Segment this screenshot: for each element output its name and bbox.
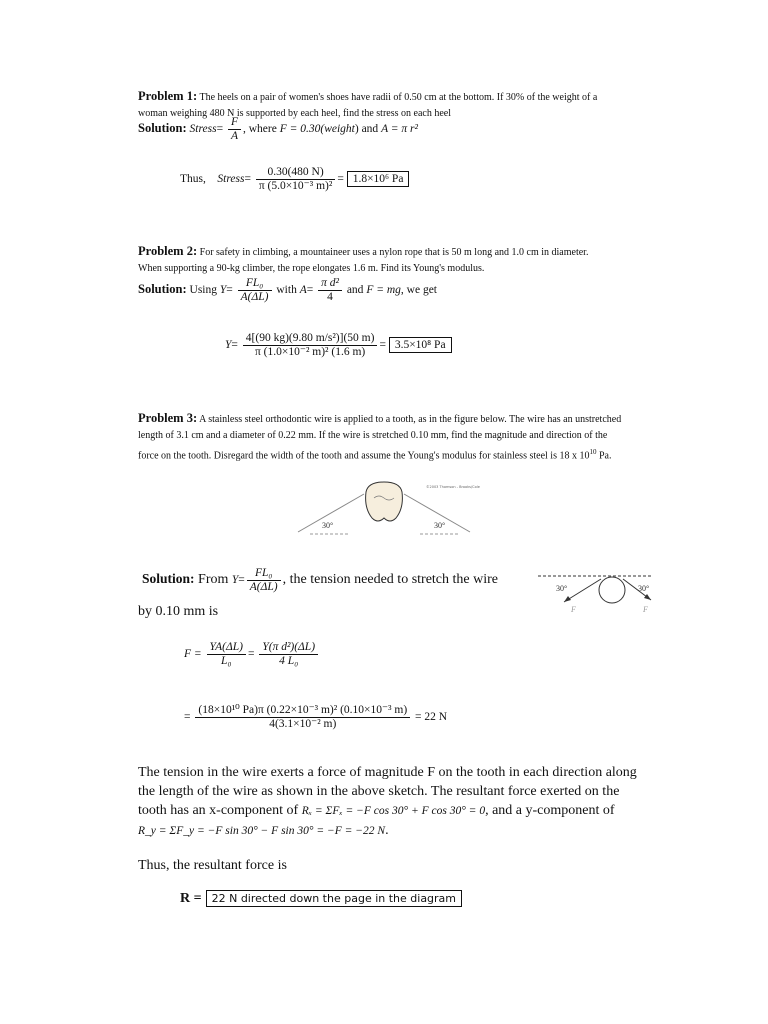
calc-fraction (243, 332, 378, 359)
result-box: 1.8×10⁶ Pa (347, 171, 410, 187)
sketch-angle-right: 30° (638, 584, 650, 593)
using-text: Using (189, 284, 217, 297)
fraction-denominator: 4 (327, 291, 333, 303)
we-get-text: , we get (400, 284, 437, 297)
problem-3-solution-line: Solution: From Y= $\frac{\text{FL₀}}{A(\Delta L)}$ , the tension needed to stretch the wire (142, 567, 498, 593)
thus-label: Thus, (180, 173, 206, 186)
paragraph-text-3: . (385, 823, 389, 838)
paragraph-text-1: The tension in the wire exerts a force of magnitude F on the tooth in each direction along the length of the wire as shown in the above sketch. The resultant force exerted on the tooth has an x-component of (138, 765, 637, 818)
fraction-numerator: FL₀ (238, 277, 272, 291)
young-symbol: Y (219, 284, 227, 297)
young-fraction (247, 567, 281, 594)
force-calculation: = $\frac{\text{(18×10¹⁰ Pa)π (0.22×10⁻³ m)² (0.10×10⁻³ m)}}{\text{4(3.1×10⁻² m)}}$ = 22 N (184, 704, 448, 730)
fraction-denominator: π (1.0×10⁻² m)² (1.6 m) (255, 346, 366, 358)
left-arrow-head (564, 596, 571, 602)
problem-1-text: The heels on a pair of women's shoes have radii of 0.50 cm at the bottom. If 30% of the weight of a woman weighing 480 N is supported by each heel, find the stress on each heel (138, 92, 598, 119)
force-label-right: F (643, 605, 648, 614)
fraction-numerator: YA(ΔL) (207, 641, 246, 655)
young-symbol: Y (225, 339, 232, 352)
and-text: and (346, 284, 364, 297)
force-definition: F = mg (366, 284, 401, 297)
calc-result: = 22 N (415, 711, 448, 724)
explanation-paragraph (138, 763, 648, 841)
exponent: 10 (589, 448, 597, 456)
and-text: ) and (354, 123, 379, 136)
calc-fraction (256, 166, 336, 193)
fraction-numerator: 4[(90 kg)(9.80 m/s²)](50 m) (243, 332, 378, 346)
young-fraction (238, 277, 272, 304)
fraction-denominator: π (5.0×10⁻³ m)² (258, 180, 333, 192)
force-formula: F = $\frac{YA(\Delta L)}{\text{L₀}}$ = $\frac{\text{Y(π d²)(ΔL)}}{\text{4 L₀}}$ (184, 641, 320, 668)
by-distance-text: by 0.10 mm is (138, 604, 219, 619)
where-text: , where (242, 123, 277, 136)
fraction-denominator: A(ΔL) (249, 581, 278, 593)
problem-1-calculation: Thus, Stress= $\frac{0.30(480 N)}{\text{π (5.0×10⁻³ m)²}}$ = 1.8×10⁶ Pa (180, 166, 409, 193)
area-definition: A = π r² (381, 123, 418, 136)
figure-credit: ©2003 Thomson - Brooks/Cole (426, 485, 480, 489)
ry-equation: R_y = ΣF_y = −F sin 30° − F sin 30° = −F = −22 N (138, 825, 386, 837)
stress-symbol: Stress (189, 123, 217, 136)
from-text: From (198, 572, 229, 588)
weight-text: weight (324, 123, 355, 136)
problem-3-statement (138, 410, 628, 464)
equals-sign: = (216, 123, 224, 136)
force-lhs: F = (184, 648, 202, 661)
tension-text: , the tension needed to stretch the wire (282, 572, 498, 588)
final-answer (180, 889, 462, 907)
area-symbol: A (299, 284, 307, 297)
thus-resultant-text: Thus, the resultant force is (138, 858, 287, 873)
problem-2-calculation: Y= $\frac{\text{4[(90 kg)(9.80 m/s²)](50 m)}}{\text{π (1.0×10⁻² m)² (1.6 m)}}$ = 3.5×10⁸ Pa (225, 332, 452, 359)
angle-label-right: 30° (434, 521, 446, 530)
problem-3-text: A stainless steel orthodontic wire is applied to a tooth, as in the figure below. The wire has an unstretched length of 3.1 cm and a diameter of 0.22 mm. If the wire is stretched 0.10 mm, find the magnitude and direction of the force on the tooth. Disregard the width of the tooth and assume the Young's modulus for stainless steel is 18 x 10 (138, 414, 622, 462)
calc-fraction (195, 704, 410, 731)
tooth-shape (366, 482, 403, 521)
tooth-circle (599, 577, 625, 603)
force-definition: F = 0.30( (279, 123, 325, 136)
problem-3-text-end: Pa. (596, 450, 612, 462)
problem-2-text: For safety in climbing, a mountaineer uses a nylon rope that is 50 m long and 1.0 cm in diameter. When supporting a 90-kg climber, the rope elongates 1.6 m. Find its Young's modulus. (138, 247, 589, 274)
formula-fraction-1 (207, 641, 246, 668)
rx-equation: Rₓ = ΣFₓ = −F cos 30° + F cos 30° = 0 (301, 805, 486, 817)
solution-label: Solution: (142, 571, 195, 587)
tooth-figure (292, 478, 480, 538)
fraction-numerator: 0.30(480 N) (256, 166, 336, 180)
solution-label: Solution: (138, 121, 187, 136)
sketch-angle-left: 30° (556, 584, 568, 593)
resultant-label: R = (180, 891, 202, 906)
fraction-numerator: (18×10¹⁰ Pa)π (0.22×10⁻³ m)² (0.10×10⁻³ m) (195, 704, 410, 718)
solution-label: Solution: (138, 282, 187, 297)
fraction-numerator: π d² (318, 277, 342, 291)
with-text: with (276, 284, 297, 297)
problem-1-solution-line (138, 116, 418, 143)
formula-fraction-2 (259, 641, 318, 668)
fraction-numerator: Y(π d²)(ΔL) (259, 641, 318, 655)
problem-2-statement (138, 243, 608, 277)
fraction-denominator: L₀ (221, 655, 232, 667)
force-label-left: F (571, 605, 576, 614)
problem-2-label: Problem 2: (138, 244, 198, 258)
fraction-numerator: F (228, 116, 241, 130)
force-sketch (538, 570, 653, 618)
fraction-denominator: A(ΔL) (240, 291, 269, 303)
fraction-denominator: 4 L₀ (279, 655, 299, 667)
resultant-value-box: 22 N directed down the page in the diagram (206, 890, 462, 907)
problem-3-label: Problem 3: (138, 411, 198, 425)
fraction-numerator: FL₀ (247, 567, 281, 581)
problem-1-label: Problem 1: (138, 89, 198, 103)
fraction-denominator: A (230, 130, 238, 142)
problem-2-solution-line: Solution: Using Y= $\frac{\text{FL₀}}{A(\Delta L)}$ with A= $\frac{\text{π d²}}{4}$ and F = mg, we get (138, 277, 437, 303)
right-arrow-head (644, 594, 651, 600)
paragraph-text-2: , and a y-component of (485, 803, 615, 818)
result-box: 3.5×10⁸ Pa (389, 337, 452, 353)
angle-label-left: 30° (322, 521, 334, 530)
fraction-denominator: 4(3.1×10⁻² m) (269, 718, 337, 730)
stress-fraction (228, 116, 241, 143)
stress-symbol: Stress (217, 173, 245, 186)
area-fraction (318, 277, 342, 304)
